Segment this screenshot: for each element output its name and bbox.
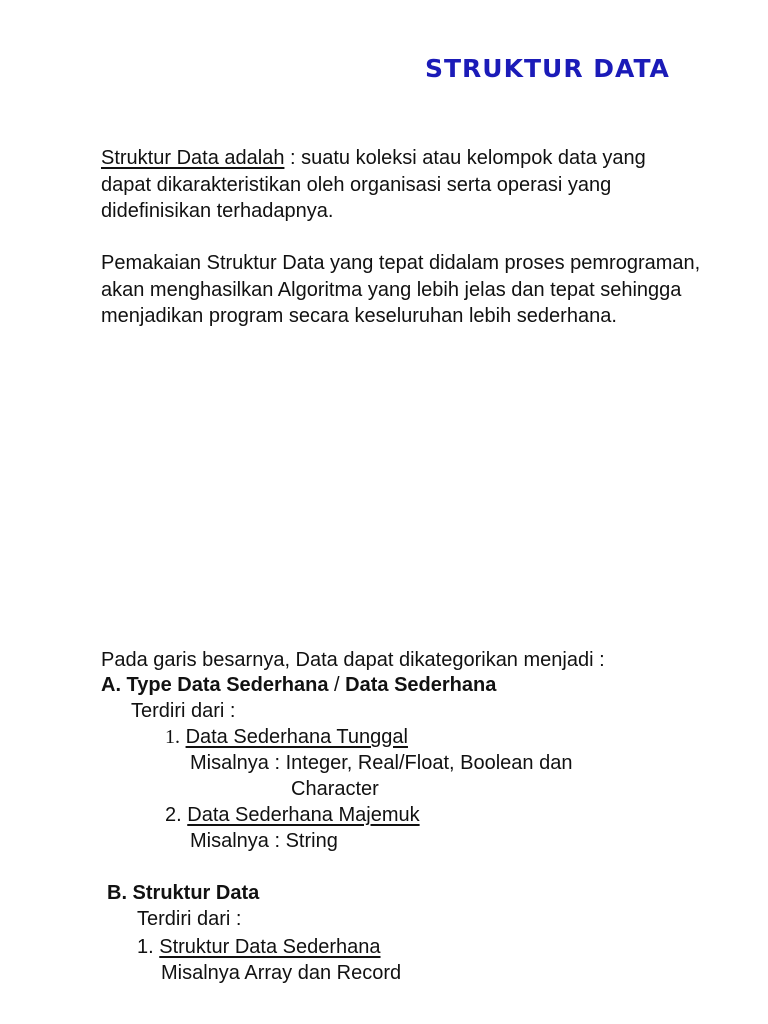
section-b-terdiri: Terdiri dari : <box>137 908 242 930</box>
section-b-item-1-example-1: Misalnya Array dan Record <box>161 962 402 984</box>
section-a-item-1-number: 1. <box>165 726 180 748</box>
section-a-item-1-title: Data Sederhana Tunggal <box>185 726 408 748</box>
section-b-item-1-title: Struktur Data Sederhana <box>159 936 381 958</box>
section-a-heading-part2: Data Sederhana <box>345 674 497 696</box>
section-a-terdiri: Terdiri dari : <box>131 700 236 722</box>
section-b-item-1-number: 1. <box>137 936 154 958</box>
categories-intro: Pada garis besarnya, Data dapat dikategorikan menjadi : <box>101 649 605 671</box>
section-b-heading: B. Struktur Data <box>107 882 260 904</box>
section-b-item-1 <box>137 934 381 960</box>
section-a-item-2-title: Data Sederhana Majemuk <box>187 804 420 826</box>
section-a-item-1-example-1: Misalnya : Integer, Real/Float, Boolean dan <box>190 752 573 774</box>
section-a-item-1-example-2: Character <box>291 778 379 800</box>
usage-paragraph: Pemakaian Struktur Data yang tepat didalam proses pemrograman, akan menghasilkan Algoritma yang lebih jelas dan tepat sehingga menjadikan program secara keseluruhan lebih sederhana. <box>101 252 701 327</box>
section-a-item-2-example-1: Misalnya : String <box>190 830 338 852</box>
section-a-item-2 <box>165 802 420 828</box>
definition-paragraph <box>101 145 701 225</box>
section-a-heading <box>101 672 496 698</box>
definition-text: : suatu koleksi atau kelompok data yang dapat dikarakteristikan oleh organisasi serta operasi yang didefinisikan terhadapnya. <box>101 147 646 222</box>
definition-term: Struktur Data adalah <box>101 147 285 169</box>
section-a-separator: / <box>328 674 346 696</box>
section-a-item-2-number: 2. <box>165 804 182 826</box>
section-a-heading-part1: A. Type Data Sederhana <box>101 674 329 696</box>
section-a-item-1 <box>165 724 408 750</box>
page-title: STRUKTUR DATA <box>425 54 670 83</box>
